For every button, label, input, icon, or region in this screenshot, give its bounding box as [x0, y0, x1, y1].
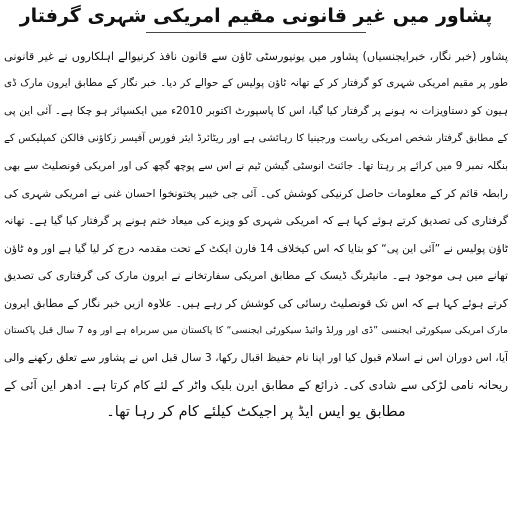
article-line: کرتے ہوئے کہا ہے کہ اس تک قونصلیٹ رسائی کی کوشش کر رہے ہیں۔ علاوہ ازیں خبر نگار کے مطابق ایرون — [4, 296, 508, 310]
article-line: ریحانہ نامی لڑکی سے شادی کی۔ ذرائع کے مطابق ایرن بلیک واٹر کے لئے کام کرتا ہے۔ ادھر این آئی کے — [4, 377, 508, 392]
article-line: آیا، اس دوران اس نے اسلام قبول کیا اور اپنا نام حفیظ اقبال رکھا، 3 سال قبل اس نے پشاور سے تعلق رکھنے والی — [4, 351, 508, 365]
article-line: کے مطابق گرفتار شخص امریکی ریاست ورجینیا کا رہائشی ہے اور ریٹائرڈ ایئر فورس آفیسر زکاؤنی فالکن کمپلیکس کے — [4, 133, 508, 145]
article-line: تھانے میں ہی موجود ہے۔ مانیٹرنگ ڈیسک کے مطابق امریکی سفارتخانے نے ایرون مارک کی گرفتاری کی تصدیق — [4, 269, 508, 283]
article-line: مطابق یو ایس ایڈ پر اجیکٹ کیلئے کام کر رہا تھا۔ — [106, 404, 406, 421]
article-line: رابطہ قائم کر کے معلومات حاصل کرنیکی کوشش کی۔ آئی جی خیبر پختونخوا احسان غنی نے امریکی شہری کی — [4, 186, 508, 200]
article-line: بنگلہ نمبر 9 میں کرائے پر رہتا تھا۔ جائنٹ انوسٹی گیشن ٹیم نے اس سے پوچھ گچھ کی اور امریکی قونصلیٹ سے بھی — [4, 159, 508, 172]
news-article — [4, 4, 508, 522]
article-line: ٹاؤن پولیس نے ”آئی این پی“ کو بتایا کہ اس کیخلاف 14 فارن ایکٹ کے تحت مقدمہ درج کر لیا گیا ہے اور وہ ٹاؤن — [4, 241, 508, 255]
article-line: مارک امریکی سیکورٹی ایجنسی ”ڈی اور ورلڈ وائیڈ سیکورٹی ایجنسی“ کا پاکستان میں سربراہ ہے اور وہ 7 سال قبل پاکستان — [4, 324, 508, 336]
article-line: پشاور (خبر نگار، خبرایجنسیاں) پشاور میں یونیورسٹی ٹاؤن سے قانون نافذ کرنیوالے اہلکاروں نے غیر قانونی — [4, 50, 508, 63]
article-line: طور پر مقیم امریکی شہری کو گرفتار کر کے تھانہ ٹاؤن پولیس کے حوالے کر دیا۔ خبر نگار کے مطابق ایرون مارک ڈی — [4, 77, 508, 90]
headline-underline — [146, 32, 366, 33]
article-line: ہیون کو دستاویزات نہ ہونے پر گرفتار کیا گیا، اس کا پاسپورٹ اکتوبر 2010ء میں ایکسپائر ہو چکا ہے۔ آئی این پی — [4, 104, 508, 117]
article-body — [4, 43, 508, 426]
article-headline: پشاور میں غیر قانونی مقیم امریکی شہری گرفتار — [19, 5, 493, 27]
article-line: گرفتاری کی تصدیق کرتے ہوئے کہا ہے کہ امریکی شہری کو ویزے کی میعاد ختم ہونے پر گرفتار کیا گیا ہے۔ تھانہ — [4, 214, 508, 228]
